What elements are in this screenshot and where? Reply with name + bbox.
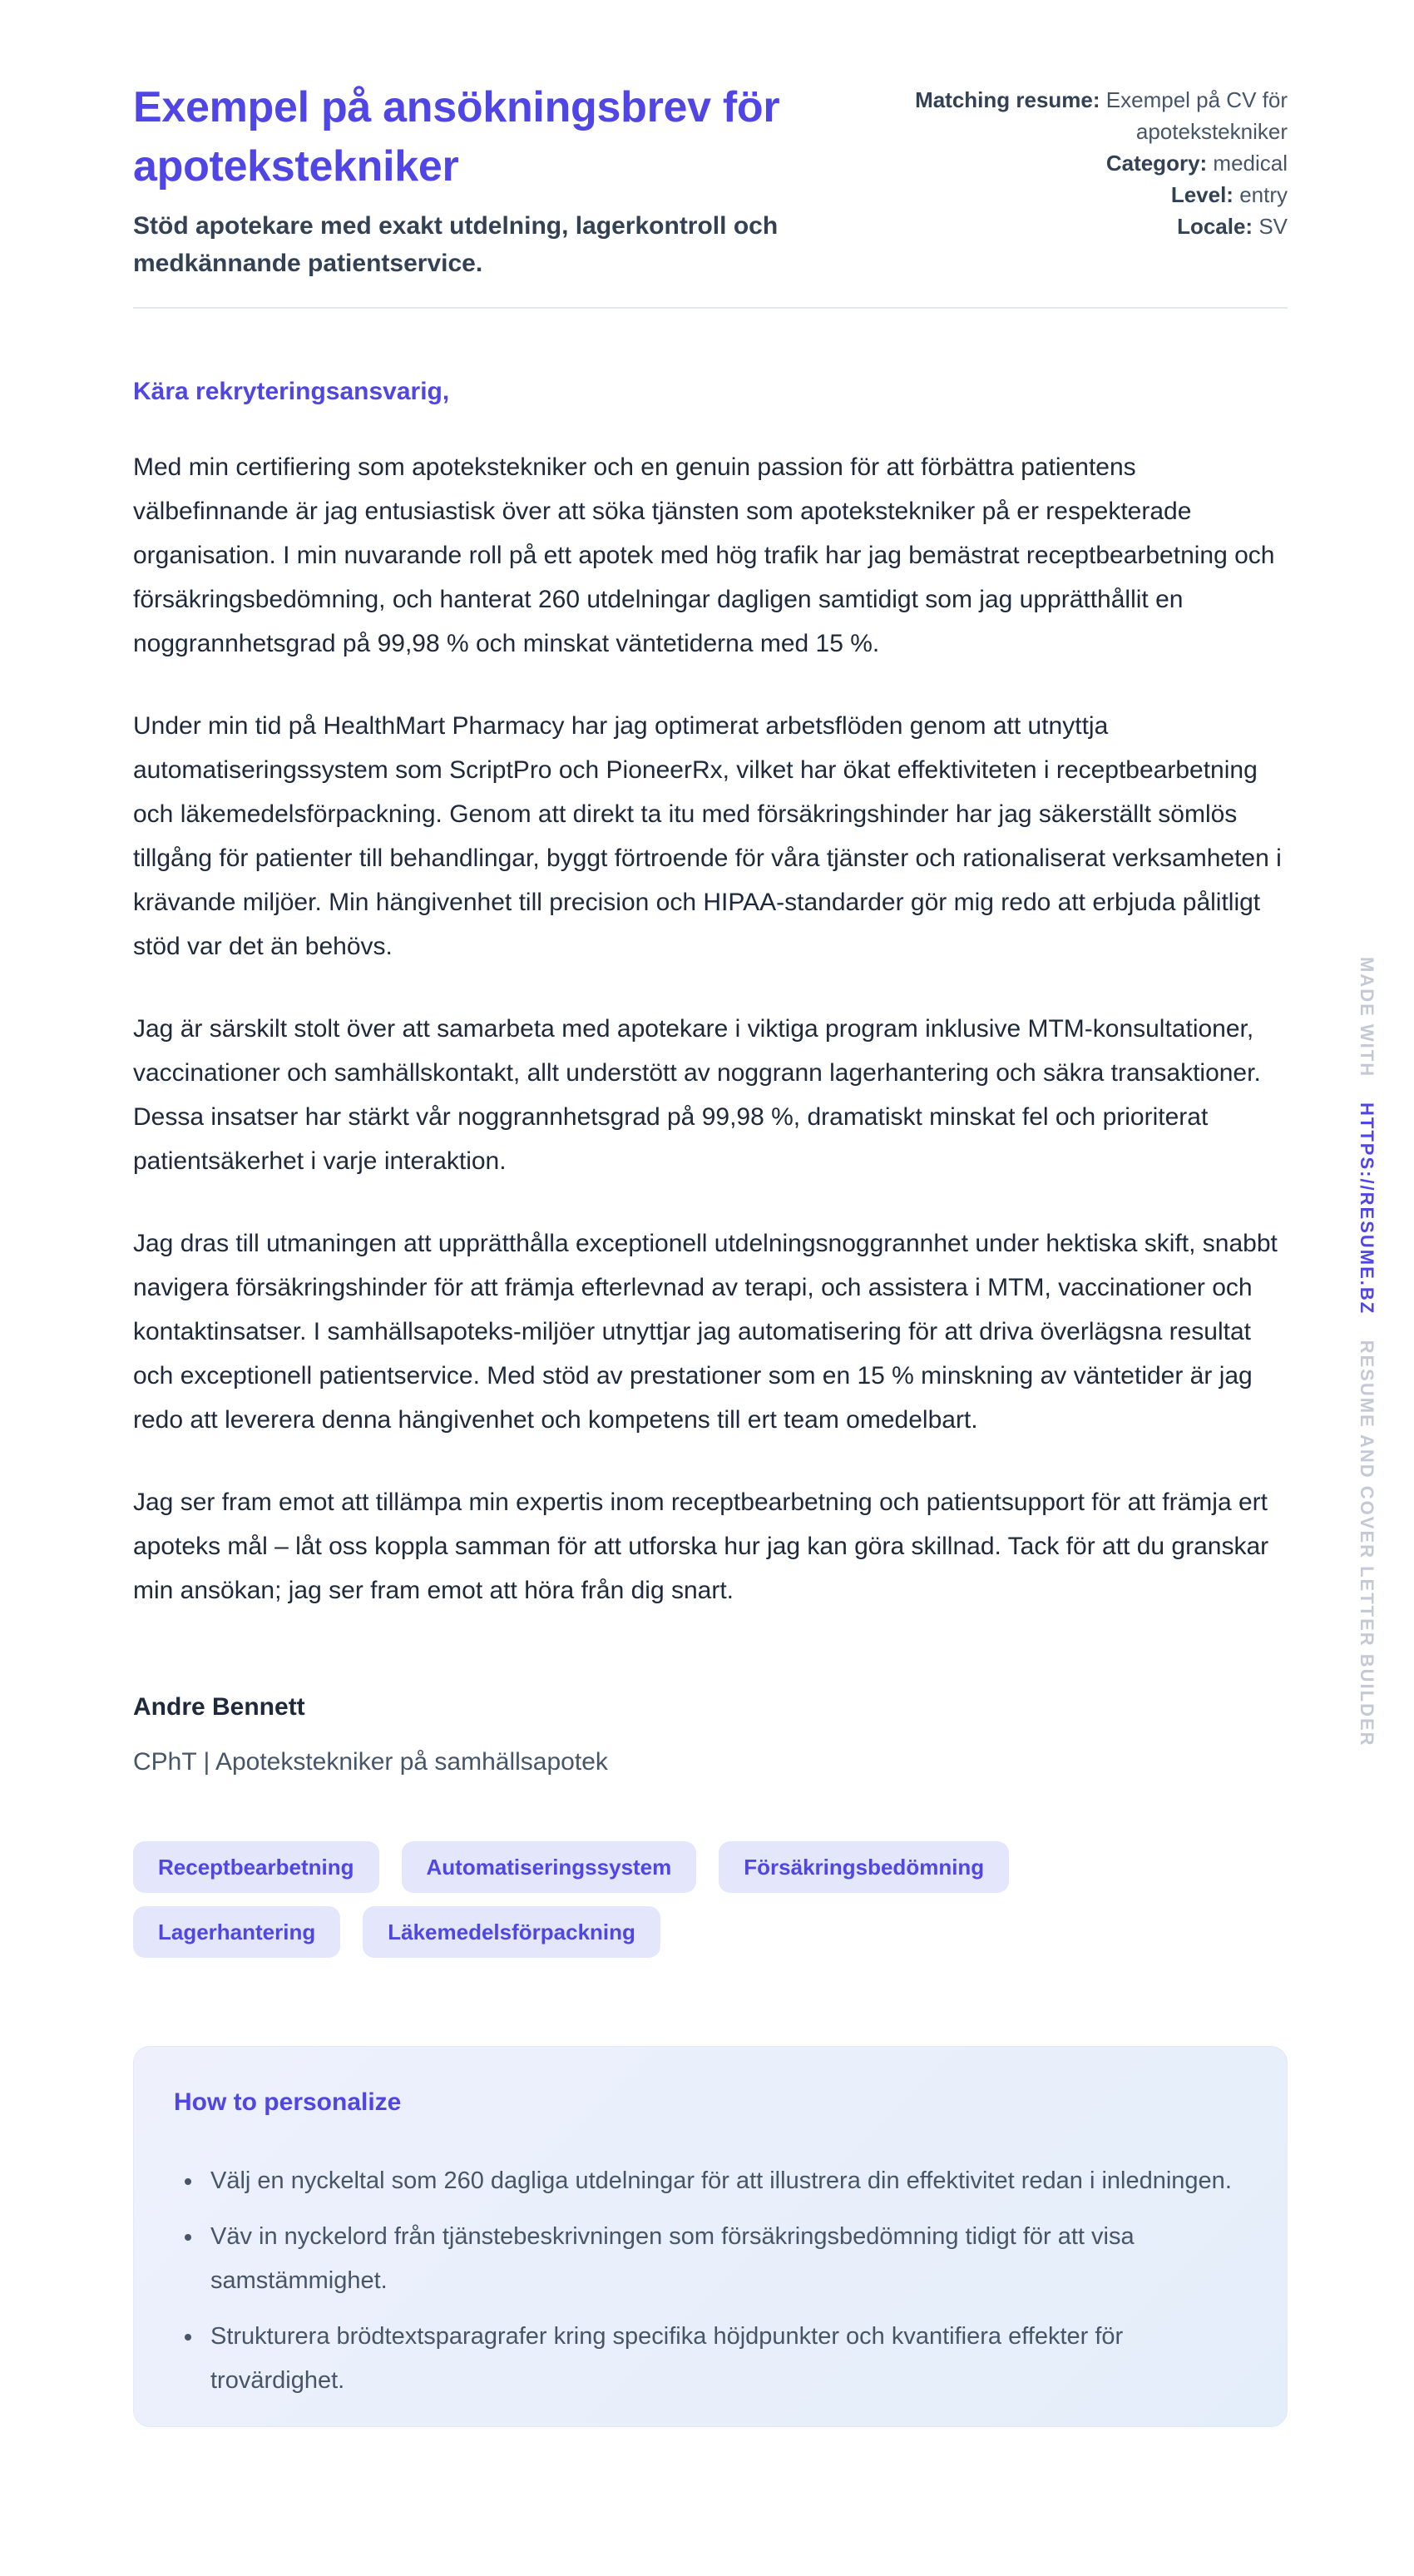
signature-name: Andre Bennett: [133, 1693, 305, 1721]
signature-role: CPhT | Apotekstekniker på samhällsapotek: [133, 1748, 608, 1776]
page-header: [133, 78, 1288, 282]
meta-label: Level:: [1170, 181, 1240, 207]
header-divider: [133, 307, 1288, 309]
personalize-bullet: • Strukturera brödtextsparagrafer kring specifika höjdpunkter och kvantifiera effekter för trovärdighet.: [204, 2315, 1242, 2403]
letter-paragraph: Jag dras till utmaningen att upprätthålla exceptionell utdelningsnoggrannhet under hektiska skift, snabbt navigera försäkringshinder för att främja efterlevnad av terapi, och assistera i MTM, vaccinationer och kontaktinsatser. I samhällsapoteks-miljöer utnyttjar jag automatisering för att driva överlägsna resultat och exceptionell patientservice. Med stöd av prestationer som en 15 % minskning av väntetider är jag redo att leverera denna hängivenhet och kompetens till ert team omedelbart.: [133, 1230, 1278, 1434]
meta-panel: [913, 78, 1288, 243]
content-column: [133, 0, 1288, 2500]
letter-paragraph: Under min tid på HealthMart Pharmacy har jag optimerat arbetsflöden genom att utnyttja automatiseringssystem som ScriptPro och PioneerRx, vilket har ökat effektiviteten i receptbearbetning och läkemedelsförpackning. Genom att direkt ta itu med försäkringshinder har jag säkerställt sömlös tillgång för patienter till behandlingar, byggt förtroende för våra tjänster och rationaliserat verksamheten i krävande miljöer. Min hängivenhet till precision och HIPAA-standarder gör mig redo att erbjuda pålitligt stöd var det än behövs.: [133, 712, 1282, 961]
keyword-tag: Försäkringsbedömning: [719, 1841, 1009, 1893]
watermark-suffix: RESUME AND COVER LETTER BUILDER: [1357, 1340, 1377, 1747]
meta-level: [913, 180, 1288, 211]
meta-value: SV: [1258, 213, 1288, 239]
watermark-prefix: MADE WITH: [1357, 957, 1377, 1078]
letter-body: [133, 377, 1288, 1778]
meta-label: Locale:: [1177, 213, 1259, 239]
letter-paragraph: Med min certifiering som apotekstekniker och en genuin passion för att förbättra patientens välbefinnande är jag entusiastisk över att söka tjänsten som apotekstekniker på er respekterade organisation. I min nuvarande roll på ett apotek med hög trafik har jag bemästrat receptbearbetning och försäkringsbedömning, och hanterat 260 utdelningar dagligen samtidigt som jag upprätthållit en noggrannhetsgrad på 99,98 % och minskat väntetiderna med 15 %.: [133, 453, 1275, 658]
keyword-tag: Lagerhantering: [133, 1906, 340, 1958]
watermark-link[interactable]: HTTPS://RESUME.BZ: [1357, 1102, 1377, 1315]
watermark-vertical: [1356, 957, 1377, 1747]
letter-paragraph: Jag är särskilt stolt över att samarbeta med apotekare i viktiga program inklusive MTM-konsultationer, vaccinationer och samhällskontakt, allt understött av noggrann lagerhantering och säkra transaktioner. Dessa insatser har stärkt vår noggrannhetsgrad på 99,98 %, dramatiskt minskat fel och prioriterat patientsäkerhet i varje interaktion.: [133, 1015, 1261, 1176]
meta-value: Exempel på CV för apotekstekniker: [1105, 87, 1288, 144]
page-subtitle: Stöd apotekare med exakt utdelning, lagerkontroll och medkännande patientservice.: [133, 212, 779, 278]
meta-label: Matching resume:: [915, 87, 1106, 112]
letter-paragraph: Jag ser fram emot att tillämpa min expertis inom receptbearbetning och patientsupport för att främja ert apoteks mål – låt oss koppla samman för att utforska hur jag kan göra skillnad. Tack för att du granskar min ansökan; jag ser fram emot att höra från dig snart.: [133, 1489, 1269, 1605]
meta-label: Category:: [1105, 150, 1214, 176]
meta-category: [913, 148, 1288, 180]
meta-value: entry: [1239, 181, 1288, 207]
personalize-bullet: • Välj en nyckeltal som 260 dagliga utdelningar för att illustrera din effektivitet redan i inledningen.: [204, 2159, 1242, 2203]
meta-value: medical: [1213, 150, 1288, 176]
keyword-tag: Automatiseringssystem: [402, 1841, 697, 1893]
keyword-tag-list: [133, 1841, 1198, 1958]
keyword-tag: Läkemedelsförpackning: [363, 1906, 660, 1958]
personalize-bullet: • Väv in nyckelord från tjänstebeskrivningen som försäkringsbedömning tidigt för att visa samstämmighet.: [204, 2215, 1242, 2303]
header-title-block: [133, 78, 913, 282]
personalize-heading: How to personalize: [174, 2088, 402, 2117]
meta-matching-resume: [913, 85, 1288, 148]
letter-greeting: Kära rekryteringsansvarig,: [133, 378, 450, 406]
meta-locale: [913, 211, 1288, 243]
personalize-card: [133, 2046, 1288, 2427]
keyword-tag: Receptbearbetning: [133, 1841, 379, 1893]
personalize-list: [174, 2159, 1247, 2403]
page-title: Exempel på ansökningsbrev för apotekstekniker: [133, 83, 780, 191]
